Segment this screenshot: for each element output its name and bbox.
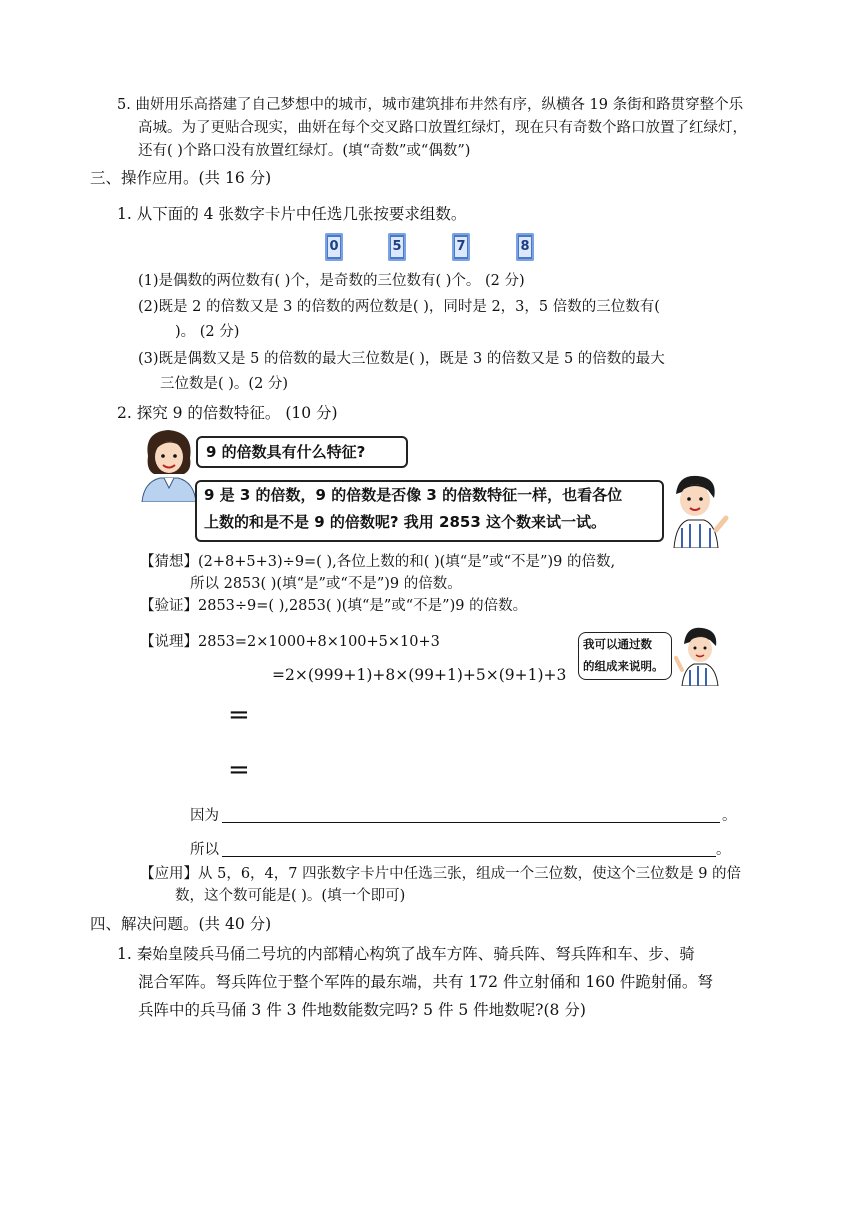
pointing-boy-illustration xyxy=(672,624,728,686)
because-answer-line[interactable] xyxy=(222,822,720,823)
equals-sign-2: = xyxy=(228,755,250,785)
q5-line3: 还有( )个路口没有放置红绿灯。(填“奇数”或“偶数”) xyxy=(138,143,471,159)
digit-card-5: 5 xyxy=(388,233,406,261)
student-speech-line2: 上数的和是不是 9 的倍数呢? 我用 2853 这个数来试一试。 xyxy=(204,513,606,531)
apply-line2: 数，这个数可能是( )。(填一个即可) xyxy=(175,888,406,904)
boy-illustration xyxy=(660,470,730,548)
q1-part2-b: )。 (2 分) xyxy=(175,324,240,340)
boy-speech-line1: 我可以通过数 xyxy=(583,637,652,651)
boy-speech-line2: 的组成来说明。 xyxy=(583,659,664,673)
boy-speech-bubble xyxy=(578,632,672,680)
equals-sign-1: = xyxy=(228,700,250,730)
explain-line2: =2×(999+1)+8×(99+1)+5×(9+1)+3 xyxy=(272,666,567,684)
section4-q1-line2: 混合军阵。弩兵阵位于整个军阵的最东端，共有 172 件立射俑和 160 件跪射俑。弩 xyxy=(138,973,713,991)
q1-part2-a: (2)既是 2 的倍数又是 3 的倍数的两位数是( )，同时是 2，3，5 倍数的三位数有( xyxy=(138,299,660,315)
because-label: 因为 xyxy=(190,808,219,824)
guess-line1: 【猜想】(2+8+5+3)÷9=( ),各位上数的和( )(填“是”或“不是”)9 的倍数, xyxy=(140,554,616,570)
q1-part1: (1)是偶数的两位数有( )个，是奇数的三位数有( )个。 (2 分) xyxy=(138,273,525,289)
so-period: 。 xyxy=(716,842,731,858)
because-period: 。 xyxy=(722,808,737,824)
section3-heading: 三、操作应用。(共 16 分) xyxy=(90,169,272,187)
q1-intro: 1. 从下面的 4 张数字卡片中任选几张按要求组数。 xyxy=(117,205,467,223)
q2-intro: 2. 探究 9 的倍数特征。 (10 分) xyxy=(117,404,338,422)
section4-q1-line1: 1. 秦始皇陵兵马俑二号坑的内部精心构筑了战车方阵、骑兵阵、弩兵阵和车、步、骑 xyxy=(117,945,695,963)
so-answer-line[interactable] xyxy=(222,856,716,857)
teacher-speech-text: 9 的倍数具有什么特征? xyxy=(206,443,366,461)
q1-part3-a: (3)既是偶数又是 5 的倍数的最大三位数是( )，既是 3 的倍数又是 5 的倍数的最大 xyxy=(138,351,665,367)
q1-part3-b: 三位数是( )。(2 分) xyxy=(160,376,289,392)
apply-line1: 【应用】从 5，6，4，7 四张数字卡片中任选三张，组成一个三位数，使这个三位数是 9 的倍 xyxy=(140,866,742,882)
teacher-speech-bubble xyxy=(196,436,408,468)
guess-line2: 所以 2853( )(填“是”或“不是”)9 的倍数。 xyxy=(190,576,462,592)
student-speech-line1: 9 是 3 的倍数，9 的倍数是否像 3 的倍数特征一样，也看各位 xyxy=(204,486,623,504)
digit-card-8: 8 xyxy=(516,233,534,261)
q5-line2: 高城。为了更贴合现实，曲妍在每个交叉路口放置红绿灯，现在只有奇数个路口放置了红绿灯， xyxy=(138,120,747,136)
so-label: 所以 xyxy=(190,842,219,858)
student-speech-bubble xyxy=(195,480,664,542)
teacher-illustration xyxy=(138,426,200,502)
section4-q1-line3: 兵阵中的兵马俑 3 件 3 件地数能数完吗? 5 件 5 件地数呢?(8 分) xyxy=(138,1001,586,1019)
section4-heading: 四、解决问题。(共 40 分) xyxy=(90,915,272,933)
q5-line1: 5. 曲妍用乐高搭建了自己梦想中的城市，城市建筑排布井然有序，纵横各 19 条街和路贯穿整个乐 xyxy=(117,97,744,113)
verify-line: 【验证】2853÷9=( ),2853( )(填“是”或“不是”)9 的倍数。 xyxy=(140,598,528,614)
explain-line1: 【说理】2853=2×1000+8×100+5×10+3 xyxy=(140,634,440,650)
digit-card-7: 7 xyxy=(452,233,470,261)
digit-card-0: 0 xyxy=(325,233,343,261)
